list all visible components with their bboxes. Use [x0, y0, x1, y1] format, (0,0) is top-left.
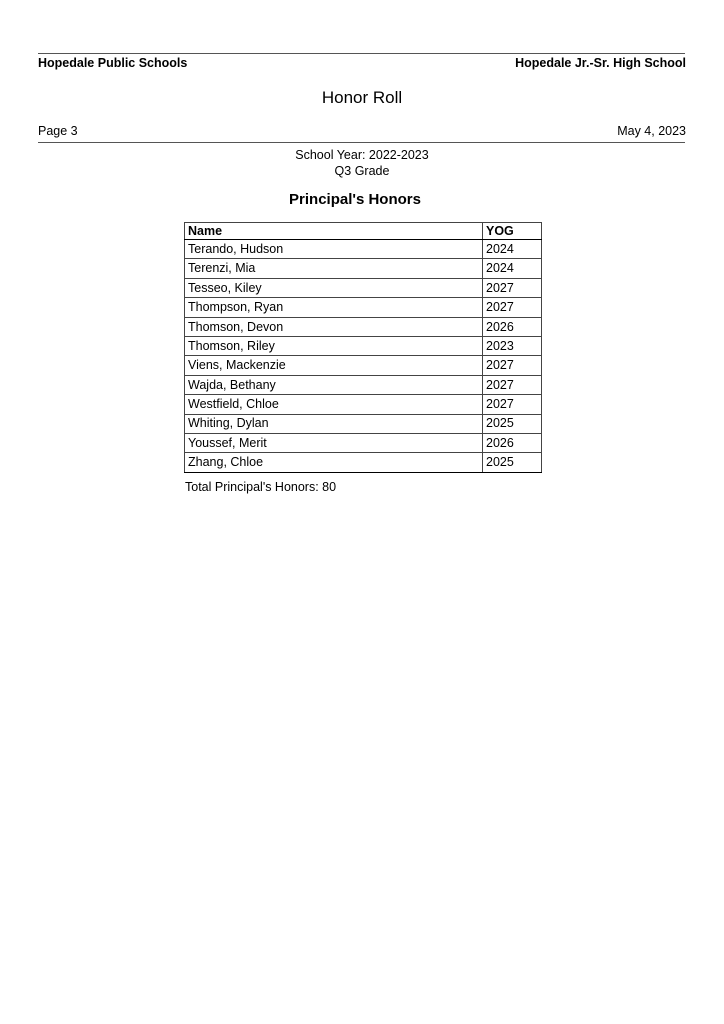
student-name: Tesseo, Kiley	[185, 278, 483, 297]
honors-table	[184, 222, 542, 473]
table-row	[185, 375, 542, 394]
student-yog: 2023	[483, 336, 542, 355]
table-body	[185, 240, 542, 473]
table-header-row	[185, 223, 542, 240]
page-number: Page 3	[38, 124, 78, 138]
student-yog: 2026	[483, 317, 542, 336]
student-name: Youssef, Merit	[185, 433, 483, 452]
column-header-name: Name	[185, 223, 483, 240]
student-yog: 2024	[483, 259, 542, 278]
student-yog: 2027	[483, 278, 542, 297]
table-row	[185, 395, 542, 414]
total-count: Total Principal's Honors: 80	[185, 480, 337, 494]
student-name: Viens, Mackenzie	[185, 356, 483, 375]
student-name: Whiting, Dylan	[185, 414, 483, 433]
student-yog: 2027	[483, 395, 542, 414]
student-yog: 2025	[483, 414, 542, 433]
table-row	[185, 298, 542, 317]
table-row	[185, 240, 542, 259]
student-name: Thomson, Devon	[185, 317, 483, 336]
district-name: Hopedale Public Schools	[38, 56, 188, 70]
student-yog: 2027	[483, 298, 542, 317]
report-date: May 4, 2023	[617, 124, 686, 138]
grade-period: Q3 Grade	[334, 164, 390, 178]
student-name: Wajda, Bethany	[185, 375, 483, 394]
student-name: Terando, Hudson	[185, 240, 483, 259]
student-name: Thomson, Riley	[185, 336, 483, 355]
table-row	[185, 317, 542, 336]
student-name: Westfield, Chloe	[185, 395, 483, 414]
table-row	[185, 356, 542, 375]
header-rule	[38, 142, 685, 143]
student-name: Zhang, Chloe	[185, 453, 483, 472]
student-yog: 2024	[483, 240, 542, 259]
school-year: School Year: 2022-2023	[295, 148, 429, 162]
column-header-yog: YOG	[483, 223, 542, 240]
student-yog: 2025	[483, 453, 542, 472]
student-yog: 2027	[483, 356, 542, 375]
table-row	[185, 278, 542, 297]
table-row	[185, 414, 542, 433]
student-name: Terenzi, Mia	[185, 259, 483, 278]
student-name: Thompson, Ryan	[185, 298, 483, 317]
table-row	[185, 259, 542, 278]
table-row	[185, 433, 542, 452]
student-yog: 2026	[483, 433, 542, 452]
school-name: Hopedale Jr.-Sr. High School	[515, 56, 686, 70]
table-row	[185, 453, 542, 472]
report-title: Honor Roll	[321, 88, 403, 107]
section-title: Principal's Honors	[289, 191, 421, 208]
top-rule	[38, 53, 685, 54]
student-yog: 2027	[483, 375, 542, 394]
table-row	[185, 336, 542, 355]
